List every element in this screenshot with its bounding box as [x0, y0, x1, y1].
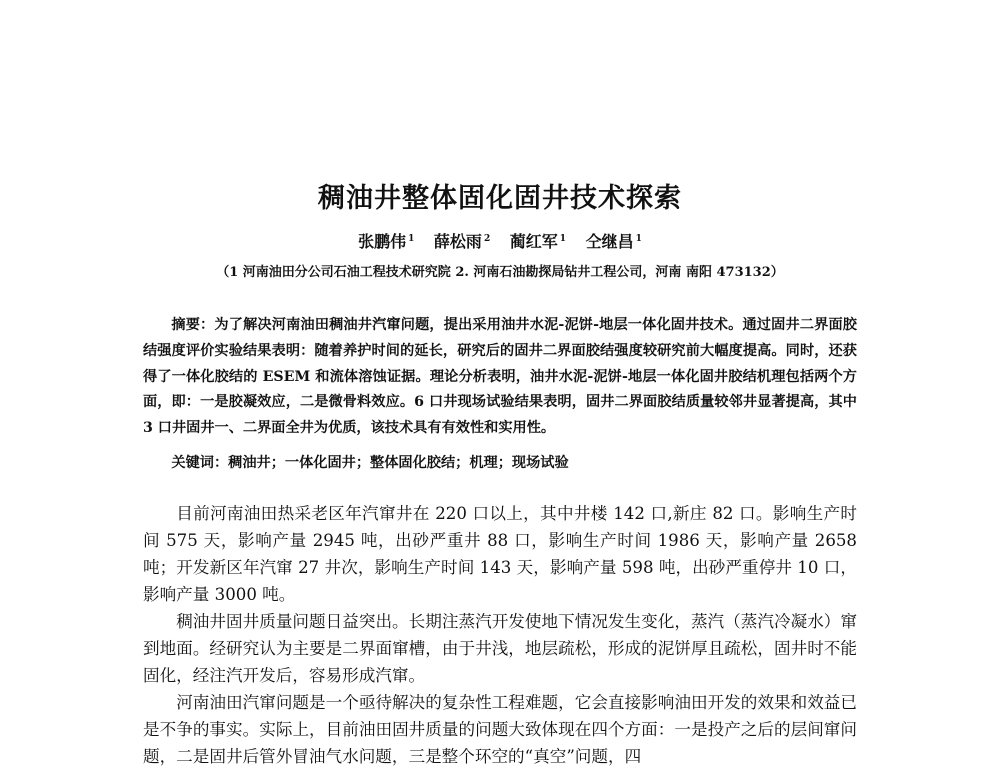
author [434, 232, 490, 251]
author-name: 仝继昌 [585, 232, 634, 251]
body-text [143, 500, 857, 770]
keywords-label: 关键词： [171, 455, 229, 471]
keywords-text: 稠油井；一体化固井；整体固化胶结；机理；现场试验 [228, 455, 569, 471]
author-affiliation-mark: 1 [408, 233, 415, 244]
author-affiliation-mark: 1 [559, 233, 567, 244]
author-name: 张鹏伟 [358, 232, 407, 251]
body-paragraph: 河南油田汽窜问题是一个亟待解决的复杂性工程难题，它会直接影响油田开发的效果和效益已是不争的事实。实际上，目前油田固井质量的问题大致体现在四个方面：一是投产之后的层间窜问题，二是固井后管外冒油气水问题，三是整个环空的“真空”问题，四 [143, 693, 857, 766]
author-list [0, 229, 1000, 252]
abstract [143, 313, 857, 442]
author [510, 232, 566, 251]
author-name: 蔺红军 [509, 232, 558, 251]
author-affiliation-mark: 2 [483, 233, 491, 244]
author [358, 232, 414, 251]
author-affiliation-mark: 1 [635, 233, 642, 244]
author-name: 薛松雨 [433, 232, 482, 251]
paper-title: 稠油井整体固化固井技术探索 [318, 183, 682, 214]
body-paragraph: 稠油井固井质量问题日益突出。长期注蒸汽开发使地下情况发生变化，蒸汽（蒸汽冷凝水）窜到地面。经研究认为主要是二界面窜槽，由于井浅，地层疏松，形成的泥饼厚且疏松，固井时不能固化，经注汽开发后，容易形成汽窜。 [143, 612, 857, 685]
author [586, 232, 642, 251]
abstract-label: 摘要： [171, 317, 215, 333]
abstract-text: 为了解决河南油田稠油井汽窜问题，提出采用油井水泥-泥饼-地层一体化固井技术。通过固井二界面胶结强度评价实验结果表明：随着养护时间的延长，研究后的固井二界面胶结强度较研究前大幅度提高。同时，还获得了一体化胶结的 ESEM 和流体溶蚀证据。理论分析表明，油井水泥-泥饼-地层一体化固井胶结机理包括两个方面，即：一是胶凝效应，二是微骨料效应。6 口井现场试验结果表明，固井二界面胶结质量较邻井显著提高，其中 3 口井固井一、二界面全井为优质，该技术具有有效性和实用性。 [143, 317, 857, 437]
affiliation: （1 河南油田分公司石油工程技术研究院 2. 河南石油勘探局钻井工程公司，河南 南阳 473132） [216, 265, 784, 280]
keywords [143, 451, 857, 476]
body-paragraph: 目前河南油田热采老区年汽窜井在 220 口以上，其中井楼 142 口,新庄 82 口。影响生产时间 575 天，影响产量 2945 吨，出砂严重井 88 口，影响生产时间 1986 天，影响产量 2658 吨；开发新区年汽窜 27 井次，影响生产时间 143 天，影响产量 598 吨，出砂严重停井 10 口，影响产量 3000 吨。 [143, 504, 857, 604]
